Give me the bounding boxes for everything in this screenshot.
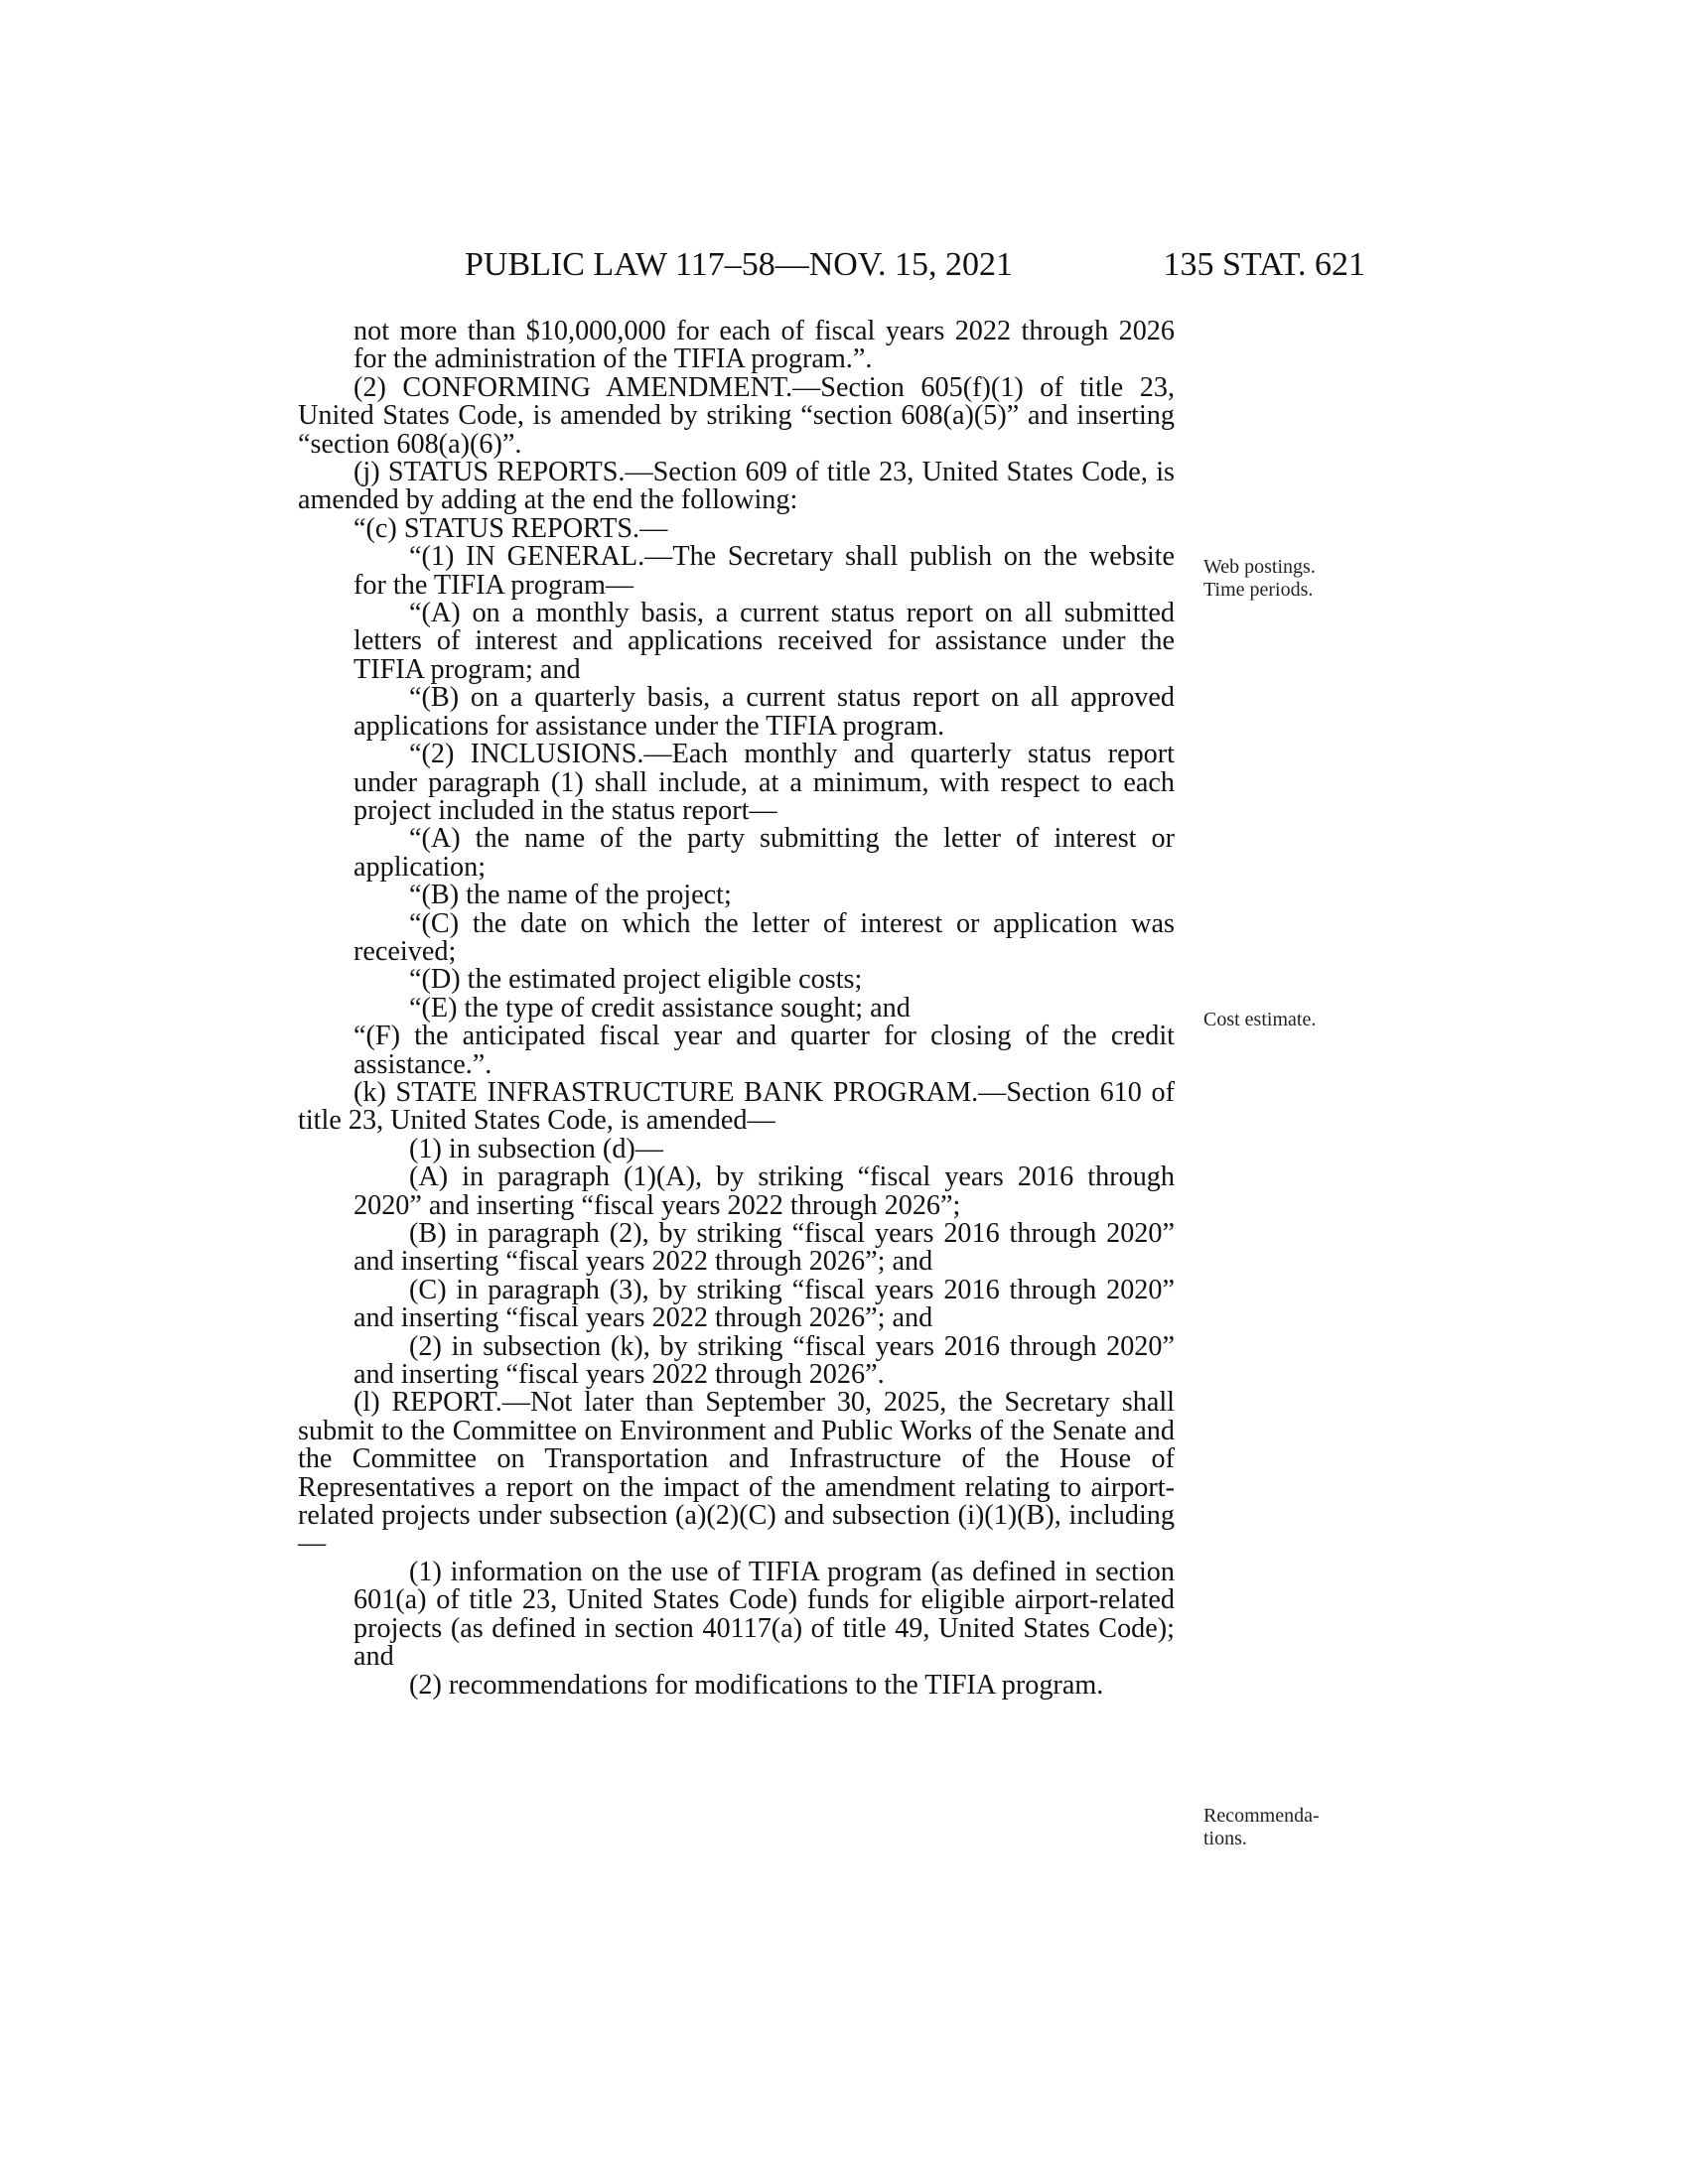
- margin-note-recommendations-line2: tions.: [1203, 1828, 1247, 1849]
- paragraph: not more than $10,000,000 for each of fiscal years 2022 through 2026 for the administration of the TIFIA program.”.: [353, 316, 1175, 375]
- paragraph: “(2) INCLUSIONS.—Each monthly and quarterly status report under paragraph (1) shall include, at a minimum, with respect to each project included in the status report—: [353, 739, 1175, 826]
- paragraph: “(1) IN GENERAL.—The Secretary shall publish on the website for the TIFIA program—: [353, 541, 1175, 601]
- paragraph: “(C) the date on which the letter of interest or application was received;: [353, 907, 1175, 967]
- paragraph: (1) in subsection (d)—: [409, 1133, 663, 1164]
- page-number: 135 STAT. 621: [1163, 246, 1365, 283]
- page-header: [298, 246, 1365, 290]
- statute-text: [298, 318, 1175, 1700]
- margin-note-cost-estimate: Cost estimate.: [1203, 1009, 1317, 1030]
- paragraph: (B) in paragraph (2), by striking “fiscal years 2016 through 2020” and inserting “fiscal years 2022 through 2026”; and: [353, 1218, 1175, 1278]
- paragraph: (2) in subsection (k), by striking “fiscal years 2016 through 2020” and inserting “fiscal years 2022 through 2026”.: [353, 1330, 1175, 1391]
- paragraph: (A) in paragraph (1)(A), by striking “fiscal years 2016 through 2020” and inserting “fiscal years 2022 through 2026”;: [353, 1161, 1175, 1221]
- margin-note-time-periods: Time periods.: [1203, 579, 1314, 601]
- paragraph: (j) STATUS REPORTS.—Section 609 of title 23, United States Code, is amended by adding at the end the following:: [298, 457, 1175, 516]
- paragraph: (C) in paragraph (3), by striking “fiscal years 2016 through 2020” and inserting “fiscal years 2022 through 2026”; and: [353, 1274, 1175, 1334]
- margin-note-recommendations-line1: Recommenda-: [1203, 1805, 1320, 1827]
- paragraph: (1) information on the use of TIFIA program (as defined in section 601(a) of title 23, United States Code) funds for eligible airport-related projects (as defined in section 40117(a) of title 49, United States Code); and: [353, 1556, 1175, 1673]
- paragraph: “(F) the anticipated fiscal year and quarter for closing of the credit assistance.”.: [353, 1021, 1175, 1080]
- paragraph: (l) REPORT.—Not later than September 30, 2025, the Secretary shall submit to the Committee on Environment and Public Works of the Senate and the Committee on Transportation and Infrastructure of the House of Representatives a report on the impact of the amendment relating to airport-related projects under subsection (a)(2)(C) and subsection (i)(1)(B), including—: [298, 1387, 1175, 1560]
- paragraph: “(B) the name of the project;: [409, 880, 732, 911]
- paragraph: “(B) on a quarterly basis, a current status report on all approved applications for assistance under the TIFIA program.: [353, 682, 1175, 742]
- paragraph: “(D) the estimated project eligible costs;: [409, 964, 863, 996]
- margin-note-web-postings: Web postings.: [1203, 556, 1316, 578]
- paragraph: “(A) the name of the party submitting the letter of interest or application;: [353, 823, 1175, 883]
- running-head-title: PUBLIC LAW 117–58—NOV. 15, 2021: [465, 246, 1014, 283]
- paragraph: “(c) STATUS REPORTS.—: [353, 512, 668, 544]
- paragraph: “(A) on a monthly basis, a current status report on all submitted letters of interest and applications received for assistance under the TIFIA program; and: [353, 598, 1175, 685]
- paragraph: “(E) the type of credit assistance sought; and: [409, 992, 911, 1024]
- paragraph: (k) STATE INFRASTRUCTURE BANK PROGRAM.—Section 610 of title 23, United States Code, is amended—: [298, 1076, 1175, 1137]
- paragraph: (2) recommendations for modifications to the TIFIA program.: [409, 1669, 1104, 1701]
- paragraph: (2) CONFORMING AMENDMENT.—Section 605(f)(1) of title 23, United States Code, is amended by striking “section 608(a)(5)” and inserting “section 608(a)(6)”.: [298, 371, 1175, 460]
